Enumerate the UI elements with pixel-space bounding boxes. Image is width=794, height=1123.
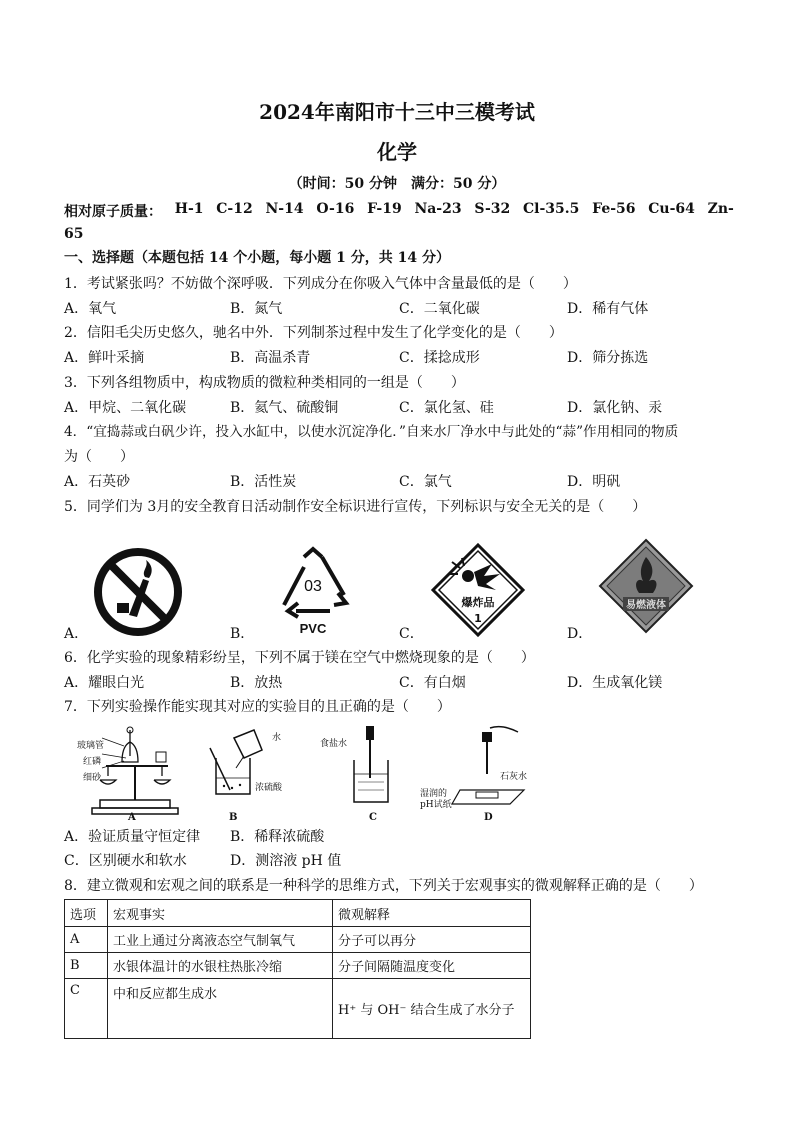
atomic-mass-line <box>64 201 734 221</box>
table-cell: H⁺ 与 OH⁻ 结合生成了水分子 <box>333 979 531 1039</box>
fig-d-label-ph-paper: pH试纸 <box>420 800 452 810</box>
fig-a-label-sand: 细砂 <box>83 773 102 783</box>
pvc-recycle-sign-icon <box>268 545 358 637</box>
atomic-mass-item: Cu-64 <box>648 201 695 217</box>
table-cell: 水银体温计的水银柱热胀冷缩 <box>108 953 333 979</box>
atomic-mass-item: Fe-56 <box>592 201 636 217</box>
q4-option-d: D．明矾 <box>567 474 621 490</box>
table-cell: 分子间隔随温度变化 <box>333 953 531 979</box>
salt-water-figure <box>346 722 400 806</box>
table-header-macro: 宏观事实 <box>108 900 333 927</box>
q1-option-d: D．稀有气体 <box>567 301 649 317</box>
q5-option-c: C． <box>399 626 424 642</box>
fig-c-letter: C <box>369 812 377 823</box>
atomic-mass-item: Na-23 <box>414 201 462 217</box>
fig-a-label-phosphorus: 红磷 <box>83 757 102 767</box>
table-header-option: 选项 <box>65 900 108 927</box>
question-2-stem: 2．信阳毛尖历史悠久，驰名中外．下列制茶过程中发生了化学变化的是（ ） <box>64 325 563 341</box>
q6-option-b: B．放热 <box>230 675 283 691</box>
question-8-stem: 8．建立微观和宏观之间的联系是一种科学的思维方式，下列关于宏观事实的微观解释正确的是（ ） <box>64 878 703 894</box>
fig-b-label-water: 水 <box>272 733 282 743</box>
q3-option-d: D．氯化钠、汞 <box>567 400 663 416</box>
explosive-label: 爆炸品 <box>461 596 495 609</box>
exam-title: 2024年南阳市十三中三模考试 <box>259 100 535 124</box>
table-row <box>65 927 531 953</box>
flammable-label: 易燃液体 <box>626 600 666 611</box>
table-cell: B <box>65 953 108 979</box>
table-cell: 中和反应都生成水 <box>108 979 333 1039</box>
q6-option-a: A．耀眼白光 <box>64 675 145 691</box>
q1-option-c: C．二氧化碳 <box>399 301 480 317</box>
ph-test-figure <box>450 724 540 810</box>
q3-option-b: B．氦气、硫酸铜 <box>230 400 339 416</box>
atomic-mass-item: C-12 <box>216 201 253 217</box>
atomic-mass-item: S-32 <box>474 201 511 217</box>
fig-b-label-acid: 浓硫酸 <box>255 783 283 793</box>
atomic-mass-label: 相对原子质量： <box>64 204 162 220</box>
question-7-stem: 7．下列实验操作能实现其对应的实验目的且正确的是（ ） <box>64 699 451 715</box>
q2-option-b: B．高温杀青 <box>230 350 311 366</box>
recycle-label: PVC <box>299 621 327 636</box>
fig-b-letter: B <box>229 812 238 823</box>
q2-option-c: C．揉捻成形 <box>399 350 480 366</box>
question-3-stem: 3．下列各组物质中，构成物质的微粒种类相同的一组是（ ） <box>64 375 465 391</box>
table-row <box>65 953 531 979</box>
table-row <box>65 979 531 1039</box>
table-cell: 分子可以再分 <box>333 927 531 953</box>
q1-option-a: A．氧气 <box>64 301 117 317</box>
question-4-stem: 4．“宜捣蒜或白矾少许，投入水缸中，以使水沉淀净化．”自来水厂净水中与此处的“蒜”作用相同的物质 <box>64 424 679 440</box>
q7-option-a: A．验证质量守恒定律 <box>64 829 201 845</box>
section-heading: 一、选择题（本题包括 14 个小题，每小题 1 分，共 14 分） <box>64 250 450 266</box>
q5-option-b: B． <box>230 626 255 642</box>
q4-option-c: C．氯气 <box>399 474 452 490</box>
q4-option-b: B．活性炭 <box>230 474 297 490</box>
q1-option-b: B．氮气 <box>230 301 283 317</box>
question-5-stem: 5．同学们为 3月的安全教育日活动制作安全标识进行宣传，下列标识与安全无关的是（ ） <box>64 499 647 515</box>
fig-c-label-salt-water: 食盐水 <box>320 739 348 749</box>
question-4-stem-cont: 为（ ） <box>64 449 134 465</box>
table-cell: 工业上通过分离液态空气制氧气 <box>108 927 333 953</box>
fig-d-letter: D <box>484 812 493 823</box>
q6-option-c: C．有白烟 <box>399 675 466 691</box>
atomic-mass-item: H-1 <box>174 201 204 217</box>
time-info: （时间：50 分钟 满分：50 分） <box>288 176 506 192</box>
fig-a-letter: A <box>128 812 136 823</box>
atomic-mass-item: F-19 <box>367 201 402 217</box>
question-1-stem: 1．考试紧张吗？不妨做个深呼吸．下列成分在你吸入气体中含量最低的是（ ） <box>64 276 577 292</box>
q2-option-d: D．筛分拣选 <box>567 350 649 366</box>
q3-option-c: C．氯化氢、硅 <box>399 400 494 416</box>
no-smoking-sign-icon <box>91 545 185 639</box>
fig-a-label-tube: 玻璃管 <box>77 741 105 751</box>
question-6-stem: 6．化学实验的现象精彩纷呈，下列不属于镁在空气中燃烧现象的是（ ） <box>64 650 535 666</box>
subject-title: 化学 <box>377 140 417 164</box>
table-header-row <box>65 900 531 927</box>
atomic-mass-item: N-14 <box>265 201 304 217</box>
atomic-mass-item: Cl-35.5 <box>523 201 580 217</box>
table-cell: A <box>65 927 108 953</box>
explosive-sign-icon <box>430 542 526 638</box>
q5-option-a: A． <box>64 626 89 642</box>
q7-option-b: B．稀释浓硫酸 <box>230 829 325 845</box>
q5-option-d: D． <box>567 626 593 642</box>
q7-option-c: C．区别硬水和软水 <box>64 853 187 869</box>
q2-option-a: A．鲜叶采摘 <box>64 350 145 366</box>
fig-d-label-limewater: 石灰水 <box>500 772 528 782</box>
fig-d-label-moist: 湿润的 <box>420 789 448 799</box>
atomic-mass-wrap: 65 <box>64 226 84 242</box>
q8-table <box>64 899 531 1039</box>
atomic-mass-item: O-16 <box>316 201 355 217</box>
q7-option-d: D．测溶液 pH 值 <box>230 853 342 869</box>
q6-option-d: D．生成氧化镁 <box>567 675 663 691</box>
flammable-liquid-sign-icon <box>597 537 695 635</box>
q4-option-a: A．石英砂 <box>64 474 131 490</box>
table-header-micro: 微观解释 <box>333 900 531 927</box>
recycle-number: 03 <box>304 578 322 595</box>
atomic-mass-item: Zn- <box>707 201 734 217</box>
table-cell: C <box>65 979 108 1039</box>
q3-option-a: A．甲烷、二氧化碳 <box>64 400 187 416</box>
explosive-class: 1 <box>474 612 482 625</box>
